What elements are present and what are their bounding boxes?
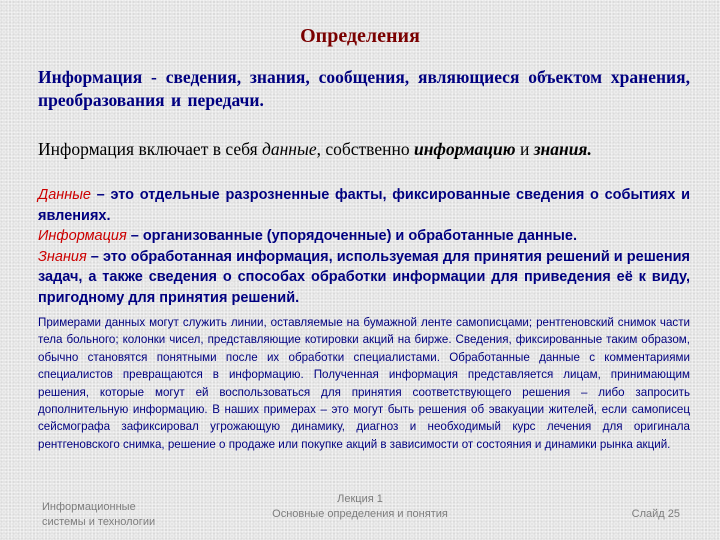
term-information-text: – организованные (упорядоченные) и обработанные данные.	[126, 228, 577, 244]
term-knowledge-text: – это обработанная информация, используемая для принятия решений и решения задач, а также сведения о способах обработки информации для приведения её к виду, пригодному для принятия решений.	[38, 248, 690, 306]
includes-prefix: Информация включает в себя	[38, 139, 262, 159]
information-includes	[38, 138, 698, 161]
footer-course-line1: Информационные	[42, 501, 136, 513]
term-definition-data	[38, 185, 690, 226]
includes-knowledge-word: знания.	[533, 139, 592, 159]
term-information: Информация	[38, 228, 127, 244]
term-definition-knowledge	[38, 247, 690, 309]
includes-info-word: информацию	[413, 139, 516, 159]
footer-slide-number: Слайд 25	[631, 508, 680, 520]
footer-course	[42, 500, 202, 530]
includes-middle: , собственно	[316, 139, 414, 159]
term-definition-information	[38, 226, 690, 247]
term-definitions	[38, 185, 690, 308]
footer-course-line2: системы и технологии	[42, 516, 156, 528]
information-definition: Информация - сведения, знания, сообщения, являющиеся объектом хранения, преобразования и передачи.	[38, 67, 690, 110]
slide-title: Определения	[300, 25, 420, 47]
term-data-text: – это отдельные разрозненные факты, фиксированные сведения о событиях и явлениях.	[38, 187, 690, 224]
includes-data-word: данные	[262, 139, 317, 159]
term-data: Данные	[38, 187, 91, 203]
examples-paragraph: Примерами данных могут служить линии, оставляемые на бумажной ленте самописцами; рентгеновский снимок части тела больного; колонки чисел, представляющие котировки акций на бирже. Сведения, фиксированные таким образом, обычно становятся понятными после их обработки специалистами. Обработанные данные с комментариями специалистов превращаются в информацию. Полученная информация представляется лицам, принимающим решения, которые могут ей воспользоваться для принятия соответствующего решения – либо запросить дополнительную информацию. В наших примерах – это могут быть решения об эвакуации жителей, если самописец сейсмографа зафиксировал угрожающую динамику, диагноз и необходимый курс лечения для оригинала рентгеновского снимка, решение о продаже или покупке акций в зависимости от состояния и динамики рынка акций.	[38, 316, 690, 451]
footer-lecture-number: Лекция 1	[337, 493, 383, 505]
footer-lecture-topic: Основные определения и понятия	[272, 508, 448, 520]
includes-conj: и	[515, 139, 534, 159]
term-knowledge: Знания	[38, 248, 87, 265]
footer-lecture	[240, 492, 480, 522]
